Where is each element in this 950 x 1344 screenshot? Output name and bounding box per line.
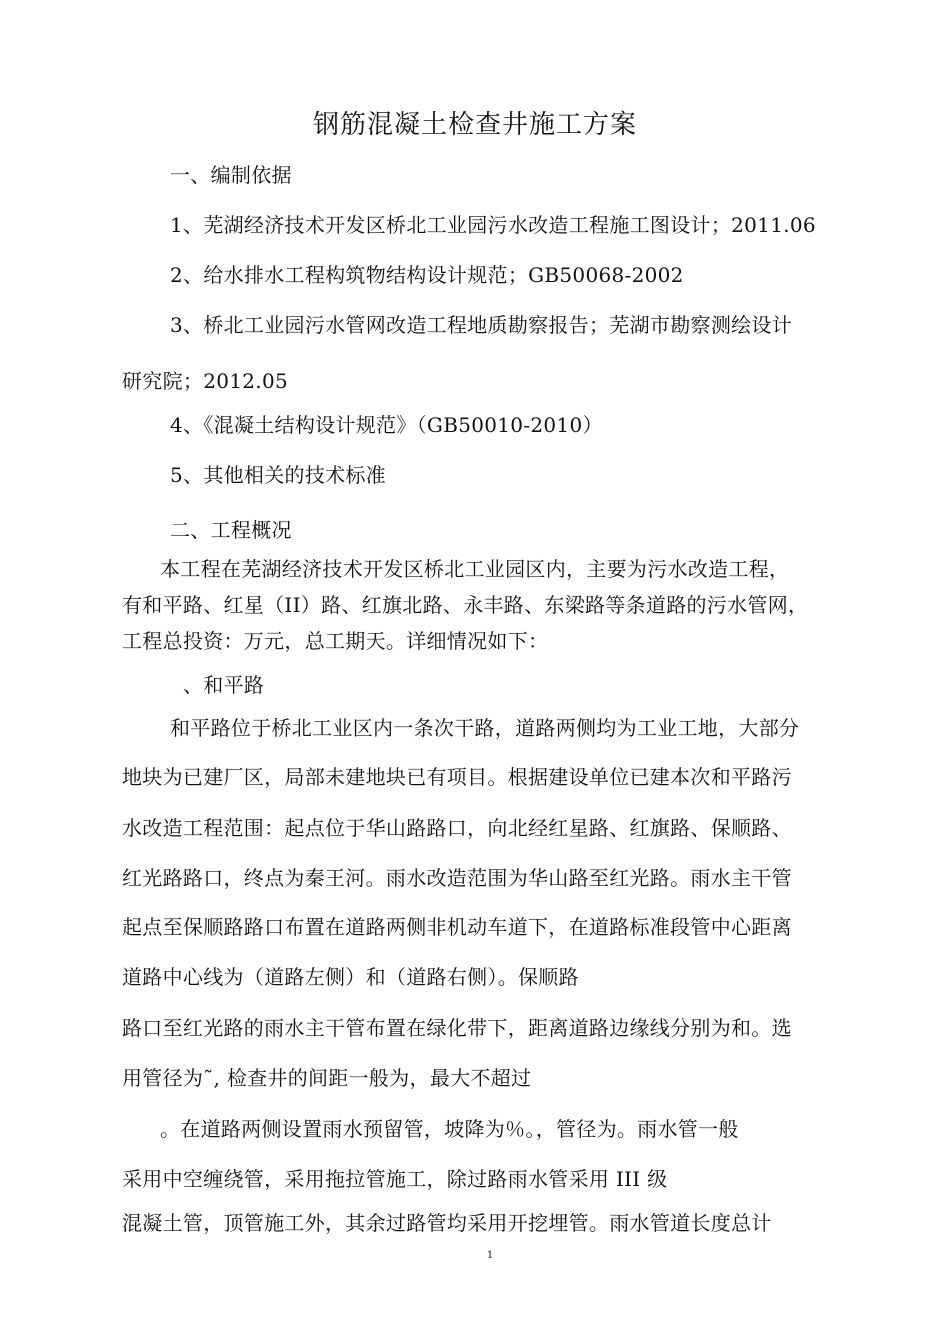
subheading-heping-road: 、和平路 xyxy=(183,673,265,697)
page-number: 1 xyxy=(486,1250,494,1261)
body-line: 。在道路两侧设置雨水预留管，坡降为％。，管径为。雨水管一般 xyxy=(160,1117,739,1141)
body-line: 路口至红光路的雨水主干管布置在绿化带下，距离道路边缘线分别为和。选 xyxy=(122,1016,792,1040)
basis-item-3-continued: 研究院；2012.05 xyxy=(122,369,289,393)
basis-item-2: 2、给水排水工程构筑物结构设计规范；GB50068-2002 xyxy=(170,263,684,287)
body-line: 混凝土管，顶管施工外，其余过路管均采用开挖埋管。雨水管道长度总计 xyxy=(122,1211,772,1235)
basis-item-4: 4、《混凝土结构设计规范》（GB50010-2010） xyxy=(170,413,603,437)
section-heading-basis: 一、编制依据 xyxy=(170,163,292,187)
section-heading-overview: 二、工程概况 xyxy=(170,518,292,542)
body-line: 采用中空缠绕管，采用拖拉管施工，除过路雨水管采用 III 级 xyxy=(122,1167,668,1191)
body-line: 用管径为˜, 检查井的间距一般为，最大不超过 xyxy=(122,1066,532,1090)
basis-item-3: 3、桥北工业园污水管网改造工程地质勘察报告；芜湖市勘察测绘设计 xyxy=(170,313,793,337)
overview-intro-line: 有和平路、红星（II）路、红旗北路、永丰路、东梁路等条道路的污水管网， xyxy=(122,593,809,617)
basis-item-5: 5、其他相关的技术标准 xyxy=(170,463,387,487)
basis-item-1: 1、芜湖经济技术开发区桥北工业园污水改造工程施工图设计；2011.06 xyxy=(170,213,816,237)
body-line: 水改造工程范围：起点位于华山路路口，向北经红星路、红旗路、保顺路、 xyxy=(122,816,792,840)
overview-intro-line: 工程总投资：万元，总工期天。详细情况如下： xyxy=(122,629,549,653)
body-line: 红光路路口，终点为秦王河。雨水改造范围为华山路至红光路。雨水主干管 xyxy=(122,866,792,890)
overview-intro-line: 本工程在芜湖经济技术开发区桥北工业园区内，主要为污水改造工程， xyxy=(160,557,790,581)
body-line: 起点至保顺路路口布置在道路两侧非机动车道下，在道路标准段管中心距离 xyxy=(122,915,792,939)
body-line: 道路中心线为（道路左侧）和（道路右侧）。保顺路 xyxy=(122,965,579,989)
body-line: 和平路位于桥北工业区内一条次干路，道路两侧均为工业工地，大部分 xyxy=(170,716,800,740)
body-line: 地块为已建厂区，局部未建地块已有项目。根据建设单位已建本次和平路污 xyxy=(122,765,792,789)
document-title: 钢筋混凝土检查井施工方案 xyxy=(312,110,637,140)
